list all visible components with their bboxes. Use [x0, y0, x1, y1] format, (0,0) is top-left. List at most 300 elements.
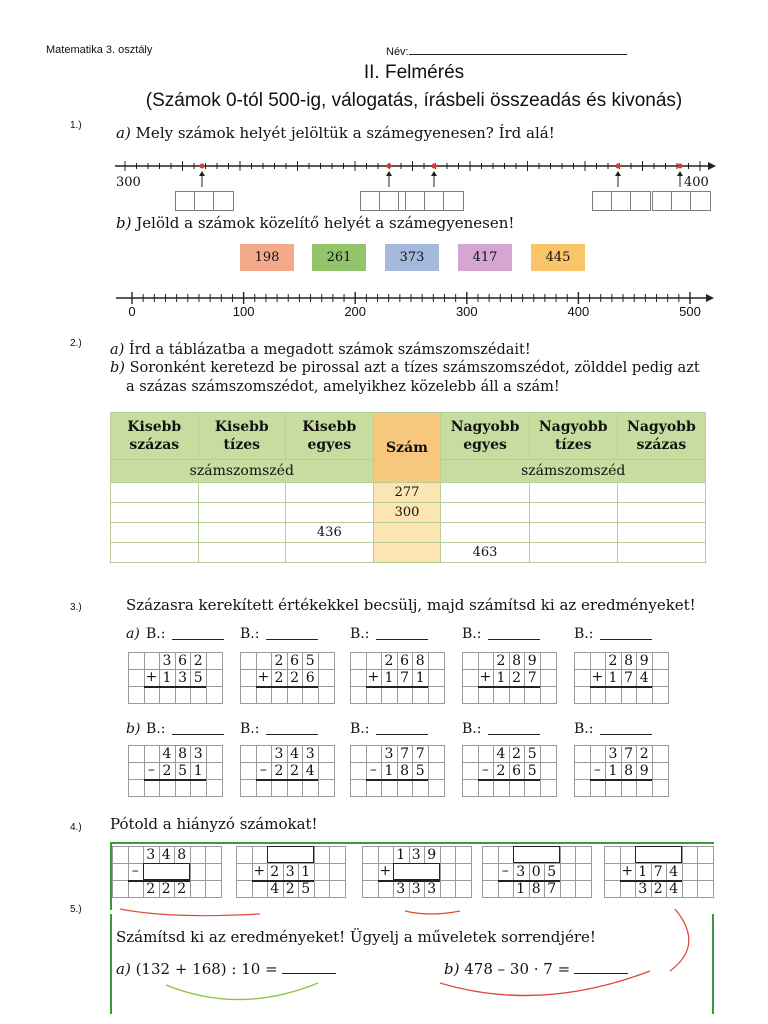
grid-cell[interactable]: [350, 686, 367, 704]
grid-cell: [440, 863, 457, 881]
header-szam: [373, 413, 441, 483]
digit: 1: [396, 847, 406, 863]
grid-cell[interactable]: [381, 779, 398, 797]
grid-cell: [206, 652, 223, 670]
grid-cell[interactable]: [540, 779, 557, 797]
grid-cell[interactable]: [428, 686, 445, 704]
grid-cell[interactable]: [175, 686, 192, 704]
digit: 7: [653, 864, 663, 880]
grid-cell[interactable]: [574, 779, 591, 797]
digit: 4: [305, 763, 315, 779]
table-cell[interactable]: [529, 483, 617, 503]
sum-line: [366, 686, 428, 688]
grid-cell: [240, 762, 257, 780]
digit: 7: [400, 746, 410, 762]
digit: 4: [270, 881, 280, 897]
digit: 5: [301, 881, 311, 897]
grid-cell[interactable]: [493, 686, 510, 704]
grid-cell[interactable]: [412, 779, 429, 797]
grid-cell[interactable]: [509, 779, 526, 797]
number-line-1-point: [616, 164, 621, 169]
answer-box-cell[interactable]: [671, 191, 692, 211]
page-subtitle: (Számok 0-tól 500-ig, válogatás, írásbeli összeadás és kivonás): [145, 90, 683, 111]
grid-cell[interactable]: [636, 779, 653, 797]
digit: 1: [162, 670, 172, 686]
digit: 3: [384, 746, 394, 762]
digit: 8: [624, 653, 634, 669]
number-line-1-point: [432, 164, 437, 169]
grid-cell: [128, 669, 145, 687]
operator: +: [621, 863, 634, 879]
digit: 3: [411, 881, 421, 897]
digit: 8: [415, 653, 425, 669]
grid-cell: [590, 652, 607, 670]
missing-number-box[interactable]: [513, 846, 560, 863]
table-cell[interactable]: [111, 483, 199, 503]
digit: 1: [496, 670, 506, 686]
digit: 5: [527, 746, 537, 762]
digit: 3: [193, 746, 203, 762]
grid-cell[interactable]: [652, 686, 669, 704]
task2b-instruction-1: Soronként keretezd be pirossal azt a tízes számszomszédot, zölddel pedig azt: [129, 360, 700, 376]
digit: 7: [547, 881, 557, 897]
answer-box-cell[interactable]: [690, 191, 711, 211]
estimate-line[interactable]: [172, 639, 224, 640]
operator: –: [501, 863, 509, 879]
table-cell[interactable]: [529, 543, 617, 563]
task1b-label: b): [116, 214, 132, 232]
digit: 2: [146, 881, 156, 897]
grid-cell[interactable]: [256, 686, 273, 704]
sum-line: [144, 779, 206, 781]
digit: 4: [669, 881, 679, 897]
grid-cell: [144, 745, 161, 763]
grid-cell: [366, 652, 383, 670]
grid-cell[interactable]: [574, 686, 591, 704]
estimate-line[interactable]: [266, 734, 318, 735]
digit: 8: [624, 763, 634, 779]
digit: 1: [638, 864, 648, 880]
grid-cell: [256, 745, 273, 763]
grid-cell[interactable]: [159, 686, 176, 704]
grid-cell[interactable]: [397, 686, 414, 704]
task3a-operator: +: [591, 669, 604, 685]
task5-number: 5.): [70, 904, 82, 915]
grid-cell[interactable]: [428, 779, 445, 797]
grid-cell: [574, 745, 591, 763]
task1b-question: Jelöld a számok közelítő helyét a számegyenesen!: [136, 214, 515, 232]
grid-cell: [440, 880, 457, 898]
grid-cell: [428, 652, 445, 670]
grid-cell[interactable]: [590, 686, 607, 704]
grid-cell[interactable]: [478, 686, 495, 704]
grid-cell[interactable]: [206, 779, 223, 797]
grid-cell[interactable]: [462, 779, 479, 797]
grid-cell[interactable]: [144, 686, 161, 704]
grid-cell: [205, 846, 222, 864]
grid-cell[interactable]: [175, 779, 192, 797]
task3a-operator: +: [145, 669, 158, 685]
estimate-label: B.:: [462, 721, 482, 737]
digit: 2: [285, 881, 295, 897]
digit: 5: [193, 670, 203, 686]
answer-box-cell[interactable]: [175, 191, 196, 211]
header-line-1: Kisebb: [302, 419, 357, 435]
grid-cell[interactable]: [509, 686, 526, 704]
grid-cell: [362, 880, 379, 898]
table-cell[interactable]: [286, 483, 374, 503]
digit: 1: [608, 763, 618, 779]
table-cell[interactable]: [198, 523, 286, 543]
grid-cell: [112, 880, 129, 898]
grid-cell[interactable]: [159, 779, 176, 797]
grid-cell: [575, 880, 592, 898]
subject-label: Matematika 3. osztály: [46, 44, 153, 56]
red-arc-top-2: [405, 911, 460, 914]
table-cell[interactable]: [111, 523, 199, 543]
grid-cell: [256, 652, 273, 670]
name-field[interactable]: [386, 44, 627, 58]
task1a-question: Mely számok helyét jelöltük a számegyenesen? Írd alá!: [135, 124, 555, 142]
estimate-line[interactable]: [376, 639, 428, 640]
task5a: [116, 960, 336, 978]
answer-box-cell[interactable]: [630, 191, 651, 211]
digit: 1: [384, 763, 394, 779]
number-chip[interactable]: 373: [385, 244, 439, 271]
grid-cell[interactable]: [271, 779, 288, 797]
grid-cell[interactable]: [128, 779, 145, 797]
grid-cell[interactable]: [621, 686, 638, 704]
estimate-line[interactable]: [266, 639, 318, 640]
header-line-2: százas: [636, 437, 687, 453]
table-cell[interactable]: [286, 543, 374, 563]
header-cell: [111, 413, 199, 460]
digit: 3: [274, 746, 284, 762]
grid-cell[interactable]: [302, 686, 319, 704]
digit: 6: [178, 653, 188, 669]
digit: 1: [193, 763, 203, 779]
estimate-line[interactable]: [172, 734, 224, 735]
estimate-label: B.:: [350, 721, 370, 737]
answer-box-cell[interactable]: [611, 191, 632, 211]
grid-cell[interactable]: [190, 686, 207, 704]
grid-cell: [428, 762, 445, 780]
grid-cell[interactable]: [287, 779, 304, 797]
number-line-2-tick-label: 400: [567, 304, 590, 319]
grid-cell: [128, 745, 145, 763]
header-cell: [198, 413, 286, 460]
grid-cell: [604, 880, 621, 898]
estimate-line[interactable]: [600, 639, 652, 640]
estimate-label: B.:: [574, 626, 594, 642]
header-cell: [529, 413, 617, 460]
task3-number: 3.): [70, 602, 82, 613]
grid-cell[interactable]: [366, 779, 383, 797]
grid-cell[interactable]: [271, 686, 288, 704]
sum-line: [478, 779, 540, 781]
digit: 7: [415, 746, 425, 762]
grid-cell: [574, 669, 591, 687]
grid-cell: [455, 880, 472, 898]
number-line-1-marks: [199, 164, 683, 188]
sum-line: [256, 686, 318, 688]
group-label-smaller: számszomszéd: [111, 460, 374, 483]
header-line-1: Kisebb: [127, 419, 182, 435]
table-cell[interactable]: [617, 483, 705, 503]
grid-cell[interactable]: [636, 686, 653, 704]
answer-box-cell[interactable]: [443, 191, 464, 211]
digit: 0: [531, 864, 541, 880]
grid-cell[interactable]: [621, 779, 638, 797]
grid-cell[interactable]: [462, 686, 479, 704]
grid-cell: [112, 846, 129, 864]
grid-cell: [350, 669, 367, 687]
red-arc-top: [120, 909, 260, 916]
grid-cell[interactable]: [144, 779, 161, 797]
grid-cell: [206, 745, 223, 763]
sum-line: [498, 880, 560, 882]
digit: 9: [527, 653, 537, 669]
grid-cell: [205, 880, 222, 898]
digit: 3: [146, 847, 156, 863]
grid-cell: [314, 880, 331, 898]
task1-number: 1.): [70, 120, 82, 131]
number-line-1: [110, 152, 720, 192]
header-line-1: Nagyobb: [627, 419, 696, 435]
answer-box-cell[interactable]: [652, 191, 673, 211]
number-line-2-tick-label: 100: [232, 304, 255, 319]
digit: 4: [162, 746, 172, 762]
grid-cell[interactable]: [652, 779, 669, 797]
grid-cell[interactable]: [366, 686, 383, 704]
digit: 2: [274, 763, 284, 779]
header-line-1: Nagyobb: [538, 419, 608, 435]
sum-line: [256, 779, 318, 781]
grid-cell[interactable]: [412, 686, 429, 704]
grid-cell[interactable]: [605, 686, 622, 704]
sum-line: [128, 880, 190, 882]
task1a-text: [116, 124, 555, 142]
sum-line: [144, 686, 206, 688]
header-line-2: tízes: [223, 437, 261, 453]
number-line-2-arrowhead: [706, 294, 714, 302]
estimate-label: B.:: [240, 626, 260, 642]
grid-cell[interactable]: [397, 779, 414, 797]
table-cell[interactable]: [286, 503, 374, 523]
task2a-text: [110, 342, 531, 358]
table-row: [111, 503, 706, 523]
estimate-line[interactable]: [600, 734, 652, 735]
grid-cell: [482, 846, 499, 864]
task2a-instruction: Írd a táblázatba a megadott számok számszomszédait!: [128, 342, 531, 358]
arrow-up-head-icon: [677, 171, 683, 176]
grid-cell: [128, 880, 145, 898]
task5a-answer-line[interactable]: [282, 973, 336, 974]
grid-cell: [455, 846, 472, 864]
digit: 1: [608, 670, 618, 686]
task4-text: Pótold a hiányzó számokat!: [110, 815, 318, 833]
sum-line: [378, 880, 440, 882]
task1a-label: a): [116, 124, 131, 142]
table-cell[interactable]: [617, 543, 705, 563]
table-cell[interactable]: [441, 503, 529, 523]
grid-cell: [462, 745, 479, 763]
digit: 1: [516, 881, 526, 897]
answer-box-cell[interactable]: [424, 191, 445, 211]
grid-cell: [205, 863, 222, 881]
operator: +: [253, 863, 266, 879]
digit: 7: [527, 670, 537, 686]
header-cell: [441, 413, 529, 460]
szam-cell[interactable]: [373, 543, 441, 563]
grid-cell: [620, 846, 637, 864]
digit: 8: [531, 881, 541, 897]
missing-number-box[interactable]: [393, 863, 440, 880]
digit: 4: [669, 864, 679, 880]
task5a-expression: (132 + 168) : 10 =: [135, 960, 278, 978]
missing-number-box[interactable]: [143, 863, 190, 880]
table-row: [111, 523, 706, 543]
task3b-label: b): [126, 721, 141, 737]
grid-cell[interactable]: [318, 779, 335, 797]
grid-cell[interactable]: [240, 779, 257, 797]
estimate-line[interactable]: [488, 734, 540, 735]
grid-cell: [560, 846, 577, 864]
table-cell[interactable]: [617, 503, 705, 523]
digit: 3: [411, 847, 421, 863]
grid-cell[interactable]: [350, 779, 367, 797]
table-row: [111, 543, 706, 563]
table-cell[interactable]: [198, 503, 286, 523]
grid-cell[interactable]: [256, 779, 273, 797]
digit: 2: [290, 763, 300, 779]
answer-box-cell[interactable]: [379, 191, 400, 211]
grid-cell: [236, 880, 253, 898]
digit: 2: [512, 670, 522, 686]
number-line-1-point: [200, 164, 205, 169]
grid-cell: [378, 846, 395, 864]
digit: 2: [177, 881, 187, 897]
table-cell[interactable]: [111, 543, 199, 563]
answer-box-cell[interactable]: [405, 191, 426, 211]
table-cell[interactable]: [441, 483, 529, 503]
digit: 2: [496, 653, 506, 669]
task5b-answer-line[interactable]: [574, 973, 628, 974]
number-chip[interactable]: 198: [240, 244, 294, 271]
grid-cell: [428, 669, 445, 687]
grid-cell[interactable]: [128, 686, 145, 704]
sum-line: [590, 686, 652, 688]
missing-number-box[interactable]: [267, 846, 314, 863]
answer-box-cell[interactable]: [194, 191, 215, 211]
number-line-1-end: 400: [684, 175, 709, 190]
digit: 5: [178, 763, 188, 779]
grid-cell[interactable]: [524, 686, 541, 704]
grid-cell[interactable]: [478, 779, 495, 797]
grid-cell[interactable]: [206, 686, 223, 704]
header-line-2: egyes: [307, 437, 352, 453]
digit: 2: [161, 881, 171, 897]
header-line-1: Nagyobb: [450, 419, 520, 435]
digit: 4: [496, 746, 506, 762]
answer-box-cell[interactable]: [592, 191, 613, 211]
digit: 7: [624, 746, 634, 762]
number-line-1-arrowhead: [708, 162, 716, 170]
number-line-2-tick-label: 0: [128, 304, 136, 319]
grid-cell: [482, 863, 499, 881]
number-line-1-point: [678, 164, 683, 169]
grid-cell[interactable]: [240, 686, 257, 704]
grid-cell: [682, 880, 699, 898]
digit: 8: [512, 653, 522, 669]
grid-cell: [560, 880, 577, 898]
table-cell[interactable]: [111, 503, 199, 523]
grid-cell[interactable]: [318, 686, 335, 704]
digit: 3: [305, 746, 315, 762]
grid-cell[interactable]: [590, 779, 607, 797]
answer-box-cell[interactable]: [213, 191, 234, 211]
grid-cell: [574, 652, 591, 670]
table-cell[interactable]: [198, 543, 286, 563]
grid-cell[interactable]: [493, 779, 510, 797]
grid-cell: [240, 669, 257, 687]
task4-number: 4.): [70, 822, 82, 833]
missing-number-box[interactable]: [635, 846, 682, 863]
number-chip[interactable]: 417: [458, 244, 512, 271]
table-cell[interactable]: [529, 503, 617, 523]
grid-cell[interactable]: [540, 686, 557, 704]
grid-cell[interactable]: [524, 779, 541, 797]
estimate-line[interactable]: [488, 639, 540, 640]
digit: 3: [516, 864, 526, 880]
grid-cell[interactable]: [287, 686, 304, 704]
task5-text: Számítsd ki az eredményeket! Ügyelj a műveletek sorrendjére!: [116, 928, 596, 946]
grid-cell: [697, 863, 714, 881]
answer-box-cell[interactable]: [360, 191, 381, 211]
table-cell[interactable]: [441, 523, 529, 543]
number-line-2[interactable]: [110, 288, 720, 318]
digit: 7: [624, 670, 634, 686]
grid-cell[interactable]: [381, 686, 398, 704]
table-cell[interactable]: [529, 523, 617, 543]
grid-cell: [697, 846, 714, 864]
sum-line: [620, 880, 682, 882]
number-chip[interactable]: 445: [531, 244, 585, 271]
szam-cell[interactable]: [373, 523, 441, 543]
digit: 3: [608, 746, 618, 762]
grid-cell: [682, 863, 699, 881]
task3b-operator: –: [259, 762, 267, 778]
grid-cell: [652, 745, 669, 763]
szam-cell: 277: [373, 483, 441, 503]
group-label-larger: számszomszéd: [441, 460, 706, 483]
grid-cell: [206, 762, 223, 780]
digit: 3: [427, 881, 437, 897]
estimate-line[interactable]: [376, 734, 428, 735]
table-cell[interactable]: [617, 523, 705, 543]
grid-cell: [498, 880, 515, 898]
number-chip[interactable]: 261: [312, 244, 366, 271]
grid-cell[interactable]: [605, 779, 622, 797]
task3-text: Százasra kerekített értékekkel becsülj, majd számítsd ki az eredményeket!: [126, 596, 696, 614]
task5a-label: a): [116, 960, 131, 978]
grid-cell: [455, 863, 472, 881]
grid-cell[interactable]: [190, 779, 207, 797]
operator: –: [131, 863, 139, 879]
grid-cell[interactable]: [302, 779, 319, 797]
table-cell[interactable]: [198, 483, 286, 503]
grid-cell: [318, 745, 335, 763]
